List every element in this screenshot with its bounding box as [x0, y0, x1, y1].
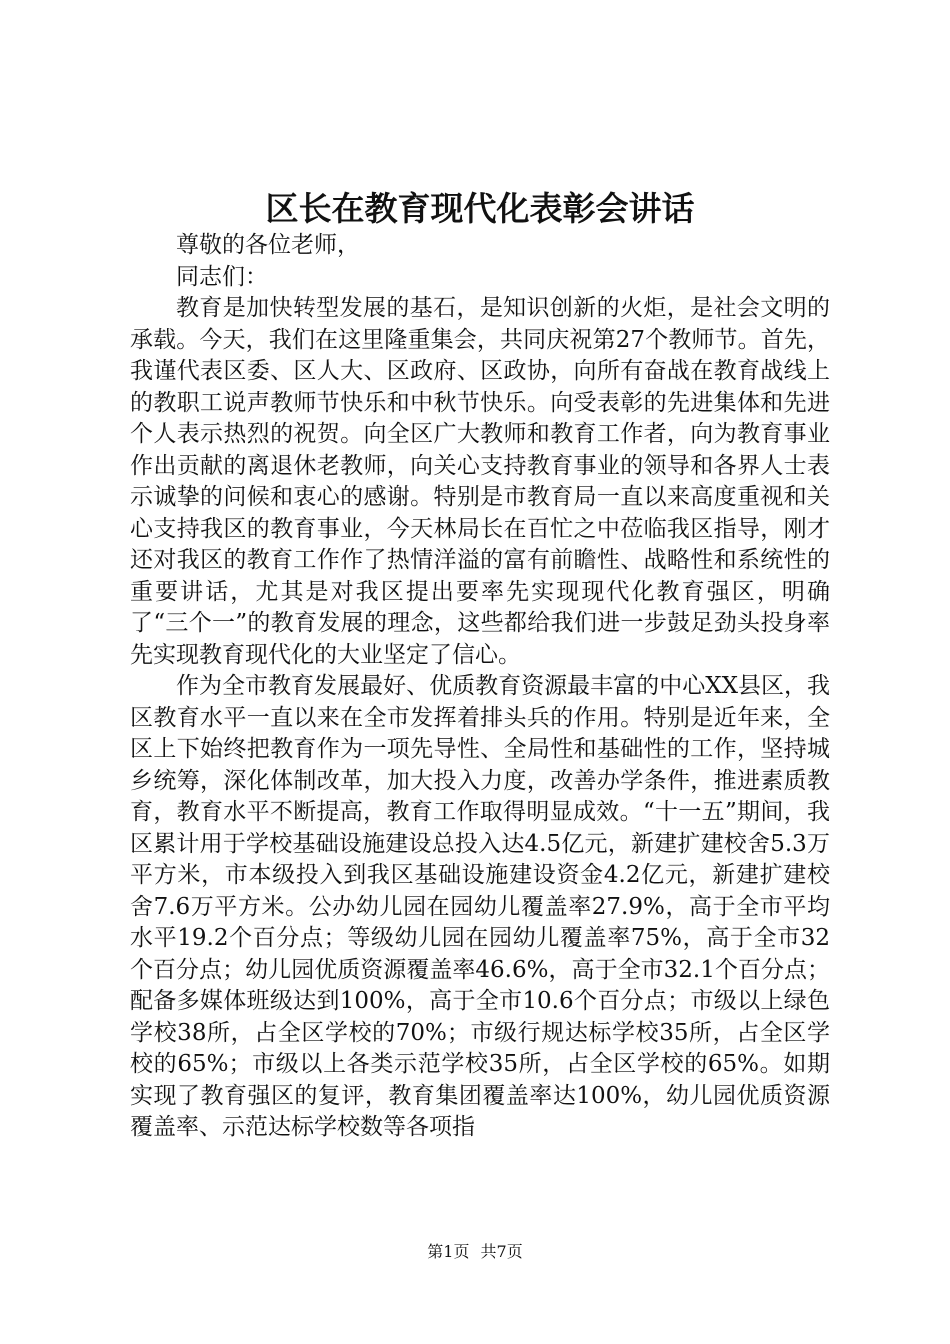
body-paragraph: 教育是加快转型发展的基石，是知识创新的火炬，是社会文明的承载。今天，我们在这里隆重集会，共同庆祝第27个教师节。首先，我谨代表区委、区人大、区政府、区政协，向所有奋战在教育战线上的教职工说声教师节快乐和中秋节快乐。向受表彰的先进集体和先进个人表示热烈的祝贺。向全区广大教师和教育工作者，向为教育事业作出贡献的离退休老教师，向关心支持教育事业的领导和各界人士表示诚挚的问候和衷心的感谢。特别是市教育局一直以来高度重视和关心支持我区的教育事业，今天林局长在百忙之中莅临我区指导，刚才还对我区的教育工作作了热情洋溢的富有前瞻性、战略性和系统性的重要讲话，尤其是对我区提出要率先实现现代化教育强区，明确了“三个一”的教育发展的理念，这些都给我们进一步鼓足劲头投身率先实现教育现代化的大业坚定了信心。	[130, 295, 830, 668]
page-number: 第1页	[427, 1242, 470, 1261]
document-title: 区长在教育现代化表彰会讲话	[265, 189, 695, 228]
page-total: 共7页	[480, 1242, 523, 1261]
body-paragraph: 作为全市教育发展最好、优质教育资源最丰富的中心XX县区，我区教育水平一直以来在全市发挥着排头兵的作用。特别是近年来，全区上下始终把教育作为一项先导性、全局性和基础性的工作，坚持城乡统筹，深化体制改革，加大投入力度，改善办学条件，推进素质教育，教育水平不断提高，教育工作取得明显成效。“十一五”期间，我区累计用于学校基础设施建设总投入达4.5亿元，新建扩建校舍5.3万平方米，市本级投入到我区基础设施建设资金4.2亿元，新建扩建校舍7.6万平方米。公办幼儿园在园幼儿覆盖率27.9%，高于全市平均水平19.2个百分点；等级幼儿园在园幼儿覆盖率75%，高于全市32个百分点；幼儿园优质资源覆盖率46.6%，高于全市32.1个百分点；配备多媒体班级达到100%，高于全市10.6个百分点；市级以上绿色学校38所，占全区学校的70%；市级行规达标学校35所，占全区学校的65%；市级以上各类示范学校35所，占全区学校的65%。如期实现了教育强区的复评，教育集团覆盖率达100%，幼儿园优质资源覆盖率、示范达标学校数等各项指	[130, 673, 830, 1140]
document-body	[130, 230, 830, 1144]
document-page	[130, 0, 830, 1344]
salutation-line: 尊敬的各位老师，	[176, 232, 360, 258]
salutation-line: 同志们：	[176, 263, 268, 290]
page-footer	[0, 1242, 950, 1262]
